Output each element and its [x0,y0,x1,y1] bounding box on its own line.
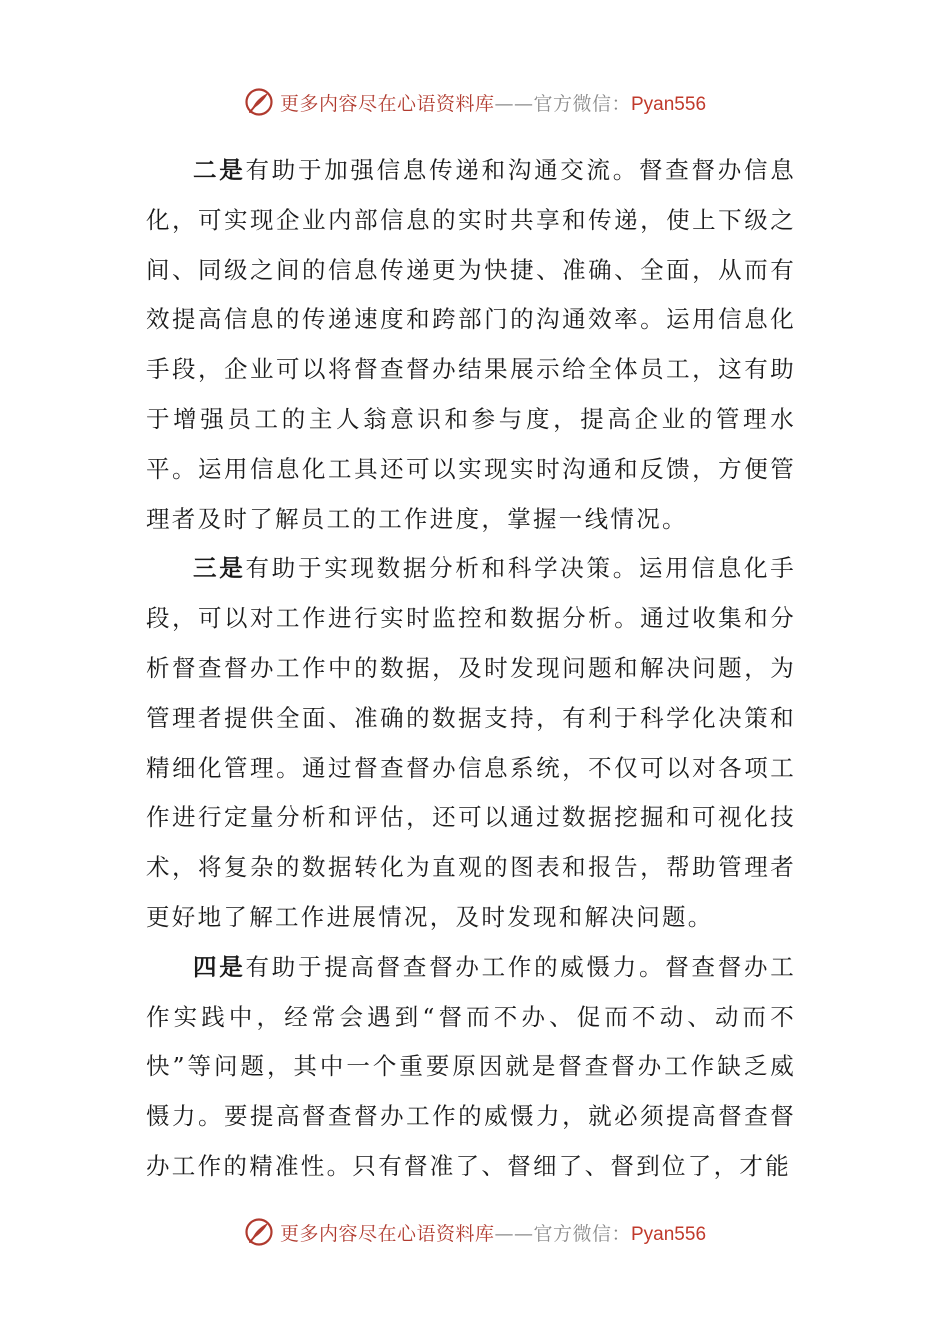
paragraph-text: 有助于加强信息传递和沟通交流。督查督办信息化，可实现企业内部信息的实时共享和传递，使上下级之间、同级之间的信息传递更为快捷、准确、全面，从而有效提高信息的传递速度和跨部门的沟通效率。运用信息化手段，企业可以将督查督办结果展示给全体员工，这有助于增强员工的主人翁意识和参与度，提高企业的管理水平。运用信息化工具还可以实现实时沟通和反馈，方便管理者及时了解员工的工作进度，掌握一线情况。 [146,156,796,533]
paragraph [146,544,796,942]
footer-watermark [0,1212,950,1252]
header-watermark [0,82,950,122]
paragraph-lead: 四是 [193,952,246,981]
paragraph-lead: 三是 [193,554,246,583]
watermark-title: 更多内容尽在心语资料库 [279,92,495,115]
paragraph-lead: 二是 [193,156,246,184]
paragraph [146,146,796,544]
watermark-text [280,1219,706,1246]
quill-logo-icon [244,87,274,117]
watermark-label: 官方微信： [533,92,631,115]
quill-logo-icon [244,1217,274,1247]
watermark-separator: —— [494,1222,534,1245]
watermark-label: 官方微信： [533,1222,631,1245]
watermark-text [280,89,706,116]
watermark-title: 更多内容尽在心语资料库 [279,1222,495,1245]
watermark-separator: —— [494,92,534,115]
paragraph-text: 有助于实现数据分析和科学决策。运用信息化手段，可以对工作进行实时监控和数据分析。通过收集和分析督查督办工作中的数据，及时发现问题和解决问题，为管理者提供全面、准确的数据支持，有利于科学化决策和精细化管理。通过督查督办信息系统，不仅可以对各项工作进行定量分析和评估，还可以通过数据挖掘和可视化技术，将复杂的数据转化为直观的图表和报告，帮助管理者更好地了解工作进展情况，及时发现和解决问题。 [146,554,796,931]
document-body [146,146,796,1192]
watermark-id: Pyan556 [631,93,707,115]
paragraph [146,943,796,1192]
paragraph-text: 有助于提高督查督办工作的威慑力。督查督办工作实践中，经常会遇到“督而不办、促而不动、动而不快”等问题，其中一个重要原因就是督查督办工作缺乏威慑力。要提高督查督办工作的威慑力，就必须提高督查督办工作的精准性。只有督准了、督细了、督到位了，才能 [146,952,796,1180]
watermark-id: Pyan556 [631,1223,707,1245]
